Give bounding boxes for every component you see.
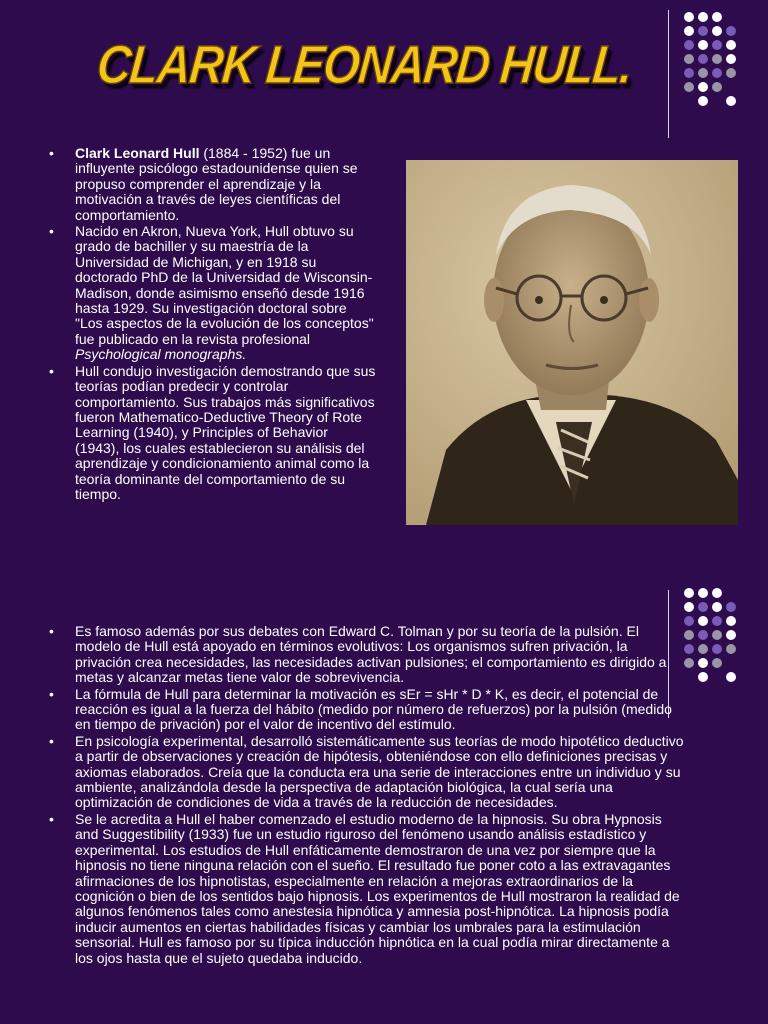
list-item: [46, 224, 376, 363]
decorative-dot: [712, 602, 722, 612]
decorative-dot: [712, 54, 722, 64]
bullet-list: [46, 624, 686, 967]
decorative-dot: [698, 68, 708, 78]
decorative-dot: [698, 616, 708, 626]
decorative-dot: [712, 588, 722, 598]
decorative-dot: [726, 96, 736, 106]
decorative-dot: [684, 602, 694, 612]
list-item-text: Hull condujo investigación demostrando que sus teorías podían predecir y controlar comportamiento. Sus trabajos más significativos fueron Mathematico-Deductive Theory of Rote Learning (1940), y Principles of Behavior (1943), los cuales establecieron su análisis del aprendizaje y condicionamiento animal como la teoría dominante del comportamiento de su tiempo.: [75, 362, 376, 502]
decorative-dot: [698, 644, 708, 654]
decorative-dot: [712, 26, 722, 36]
decorative-divider-line: [668, 10, 669, 138]
list-item: [46, 624, 686, 686]
slide-2: [0, 580, 768, 1024]
decorative-dot: [684, 40, 694, 50]
decorative-dot: [698, 54, 708, 64]
decorative-dot: [712, 40, 722, 50]
decorative-dot: [698, 588, 708, 598]
decorative-dot: [698, 630, 708, 640]
decorative-dot: [726, 602, 736, 612]
decorative-dot: [726, 630, 736, 640]
decorative-dot: [698, 26, 708, 36]
decorative-dot: [684, 26, 694, 36]
decorative-dot: [726, 54, 736, 64]
decorative-dot: [698, 658, 708, 668]
decorative-dot: [698, 82, 708, 92]
decorative-dot: [712, 644, 722, 654]
decorative-dot: [712, 658, 722, 668]
decorative-dot: [712, 630, 722, 640]
decorative-dot: [684, 12, 694, 22]
decorative-dot: [684, 82, 694, 92]
person-name: Clark Leonard Hull: [75, 145, 200, 161]
bullet-list: [46, 146, 376, 503]
decorative-dot: [698, 12, 708, 22]
decorative-dot: [726, 672, 736, 682]
decorative-dot: [726, 40, 736, 50]
decorative-dot: [684, 68, 694, 78]
decorative-dot: [726, 26, 736, 36]
list-item-text: (1884 - 1952) fue un influyente psicólogo estadounidense quien se propuso comprender el aprendizaje y la motivación a través de leyes científicas del comportamiento.: [75, 145, 358, 223]
decorative-dot: [698, 672, 708, 682]
slide-title: CLARK LEONARD HULL.: [94, 35, 635, 95]
list-item-text: Se le acredita a Hull el haber comenzado el estudio moderno de la hipnosis. Su obra Hypnosis and Suggestibility (1933) fue un estudio riguroso del fenómeno usando análisis estadístico y experimental. Los estudios de Hull enfáticamente demostraron de una vez por siempre que la hipnosis no tiene ninguna relación con el sueño. El resultado fue poner coto a las extravagantes afirmaciones de los hipnotistas, especialmente en relación a mejoras extraordinarios de la cognición o bien de los sentidos bajo hipnosis. Los experimentos de Hull mostraron la realidad de algunos fenómenos tales como anestesia hipnótica y amnesia post-hipnótica. La hipnosis podía inducir aumentos en ciertas habilidades físicas y cambiar los umbrales para la estimulación sensorial. Hull es famoso por su típica inducción hipnótica en la cual podía mirar directamente a los ojos hasta que el sujeto quedaba inducido.: [75, 810, 680, 966]
decorative-dot: [726, 68, 736, 78]
list-item-text: Nacido en Akron, Nueva York, Hull obtuvo su grado de bachiller y su maestría de la Universidad de Michigan, y en 1918 su doctorado PhD de la Universidad de Wisconsin-Madison, donde asimismo enseñó desde 1916 hasta 1929. Su investigación doctoral sobre "Los aspectos de la evolución de los conceptos" fue publicado en la revista profesional: [75, 223, 374, 347]
decorative-dot: [712, 68, 722, 78]
list-item-text: En psicología experimental, desarrolló sistemáticamente sus teorías de modo hipotético deductivo a partir de observaciones y creación de hipótesis, obteniéndose con ello definiciones precisas y axiomas elaborados. Creía que la conducta era una serie de interacciones entre un individuo y su ambiente, analizándola desde la perspectiva de adaptación biológica, la cual sería una optimización de condiciones de vida a través de la reducción de necesidades.: [75, 732, 684, 811]
decorative-dot: [684, 54, 694, 64]
decorative-dot: [712, 82, 722, 92]
list-item: [46, 734, 686, 811]
list-item: [46, 687, 686, 733]
decorative-dot: [698, 96, 708, 106]
portrait-photo: [406, 160, 738, 525]
list-item: [46, 812, 686, 966]
list-item: [46, 364, 376, 503]
journal-title: Psychological monographs.: [75, 346, 247, 363]
list-item-text: La fórmula de Hull para determinar la motivación es sEr = sHr * D * K, es decir, el potencial de reacción es igual a la fuerza del hábito (medido por número de refuerzos) por la pulsión (medido en tiempo de privación) por el valor de incentivo del estímulo.: [75, 685, 672, 733]
decorative-dot: [712, 616, 722, 626]
list-item-text: Es famoso además por sus debates con Edward C. Tolman y por su teoría de la pulsión. El modelo de Hull está apoyado en términos evolutivos: Los organismos sufren privación, la privación crea necesidades, las necesidades activan pulsiones; el comportamiento es dirigido a metas y alcanzar metas tiene valor de sobrevivencia.: [75, 623, 667, 686]
decorative-dot: [684, 588, 694, 598]
decorative-dot: [698, 40, 708, 50]
decorative-dot: [726, 616, 736, 626]
list-item: [46, 146, 376, 223]
decorative-dot: [726, 644, 736, 654]
decorative-dot: [712, 12, 722, 22]
decorative-dot: [698, 602, 708, 612]
